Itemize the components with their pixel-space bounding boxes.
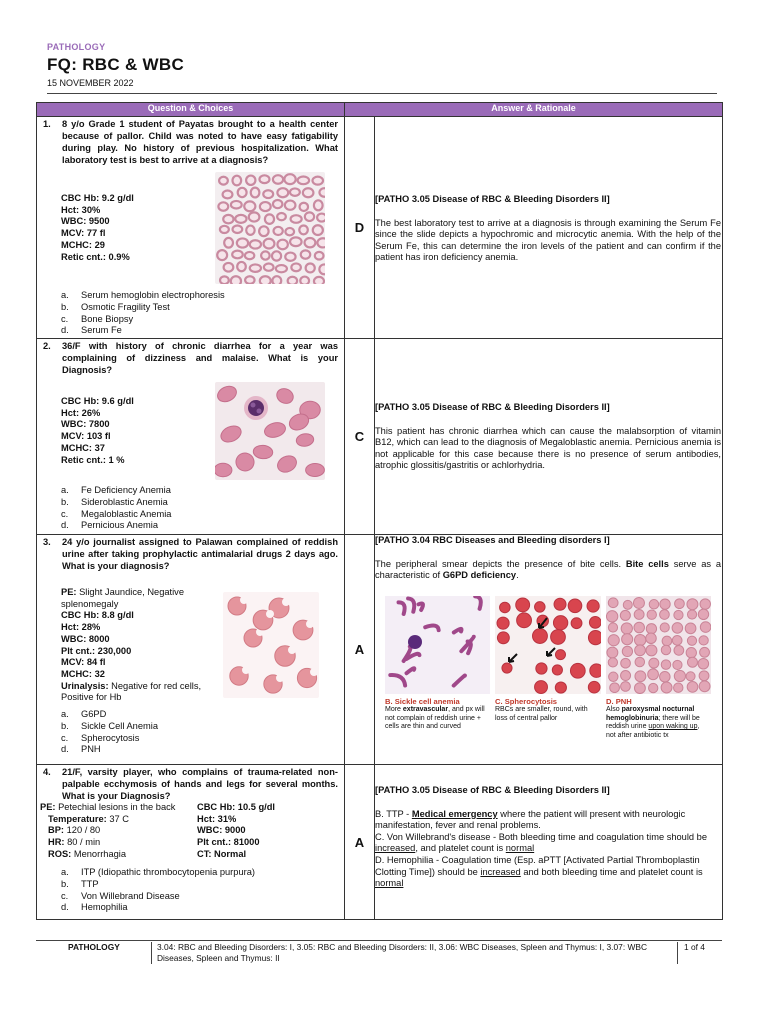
question-stem: 1. 8 y/o Grade 1 student of Payatas brought to a health center because of pallor. Child was noted to have easy fatigability during play. No history of previous hospitalization. What laboratory test is best to arrive at a diagnosis?	[43, 119, 338, 165]
choice-item: b. Sickle Cell Anemia	[61, 720, 158, 731]
answer-choices	[61, 290, 225, 337]
header-subject: PATHOLOGY	[47, 42, 106, 52]
question-table	[36, 102, 723, 920]
choice-item: b. Osmotic Fragility Test	[61, 301, 170, 312]
header-rule	[47, 93, 717, 94]
choice-item: b. Sideroblastic Anemia	[61, 496, 168, 507]
reference-tag: [PATHO 3.04 RBC Diseases and Bleeding disorders I]	[375, 535, 610, 545]
pnh-caption: D. PNH Also paroxysmal nocturnal hemoglobinuria; there will be reddish urine upon waking up, not after antibiotic tx	[606, 697, 700, 739]
rationale-cell	[375, 535, 723, 765]
blood-smear-image	[215, 172, 325, 284]
choice-item: c. Spherocytosis	[61, 732, 140, 743]
choice-item: c. Megaloblastic Anemia	[61, 508, 172, 519]
col-header-question: Question & Choices	[37, 103, 345, 117]
question-cell	[37, 339, 345, 535]
spherocytosis-image	[495, 596, 601, 694]
sickle-cell-image	[385, 596, 490, 694]
question-stem: 4. 21/F, varsity player, who complains of trauma-related non-palpable ecchymosis of hands and legs for several months. What is your Diagnosis?	[43, 767, 338, 801]
answer-choices	[61, 485, 171, 532]
blood-smear-image	[215, 382, 325, 480]
pnh-image	[606, 596, 711, 694]
choice-item: b. TTP	[61, 878, 99, 889]
footer-subject: PATHOLOGY	[68, 942, 120, 952]
footer-divider	[151, 942, 152, 964]
lab-values: CBC Hb: 10.5 g/dl Hct: 31% WBC: 9000 Plt cnt.: 81000 CT: Normal	[197, 802, 275, 859]
choice-item: a. Serum hemoglobin electrophoresis	[61, 290, 225, 300]
col-header-answer: Answer & Rationale	[345, 103, 723, 117]
choice-item: d. Pernicious Anemia	[61, 520, 158, 531]
choice-item: a. G6PD	[61, 709, 107, 719]
choice-item: d. PNH	[61, 744, 101, 755]
rationale-text: This patient has chronic diarrhea which can cause the malabsorption of vitamin B12, which can lead to the diagnosis of Megaloblastic anemia. Pernicious anemia is not applicable for this case because there is no presence of serum antibodies, atrophic glossitis/gastritis or achlorhydria.	[375, 425, 721, 471]
choice-item: a. ITP (Idiopathic thrombocytopenia purpura)	[61, 867, 255, 877]
rationale-text: B. TTP - Medical emergency where the patient will present with neurologic manifestation, fever and renal problems. C. Von Willebrand's disease - Both bleeding time and coagulation time should be increased, and platelet count is normal D. Hemophilia - Coagulation time (Esp. aPTT [Activated Partial Thromboplastin Clotting Time]) should be increased and both bleeding time and platelet count is normal	[375, 808, 708, 889]
footer-divider	[677, 942, 678, 964]
reference-tag: [PATHO 3.05 Disease of RBC & Bleeding Disorders II]	[375, 194, 610, 204]
table-row	[37, 765, 723, 920]
lab-values: CBC Hb: 9.2 g/dl Hct: 30% WBC: 9500 MCV: 77 fl MCHC: 29 Retic cnt.: 0.9%	[61, 193, 134, 262]
choice-item: d. Hemophilia	[61, 902, 128, 913]
answer-letter: C	[345, 339, 375, 535]
lab-values: CBC Hb: 9.6 g/dl Hct: 26% WBC: 7800 MCV: 103 fl MCHC: 37 Retic cnt.: 1 %	[61, 396, 134, 465]
page-title: FQ: RBC & WBC	[47, 55, 185, 74]
question-cell	[37, 765, 345, 920]
answer-choices	[61, 867, 255, 914]
physical-exam: PE: Petechial lesions in the back Temperature: 37 C BP: 120 / 80 HR: 80 / min ROS: Menorrhagia	[40, 802, 176, 859]
question-cell	[37, 535, 345, 765]
answer-letter: D	[345, 117, 375, 339]
footer-topics: 3.04: RBC and Bleeding Disorders: I, 3.05: RBC and Bleeding Disorders: II, 3.06: WBC Diseases, Spleen and Thymus: I, 3.07: WBC Diseases, Spleen and Thymus: II	[157, 942, 648, 963]
blood-smear-image	[223, 592, 319, 698]
choice-item: a. Fe Deficiency Anemia	[61, 485, 171, 495]
rationale-cell	[375, 117, 723, 339]
header-date: 15 NOVEMBER 2022	[47, 78, 134, 88]
rationale-cell	[375, 339, 723, 535]
spherocytosis-caption: C. Spherocytosis RBCs are smaller, round, with loss of central pallor	[495, 697, 588, 722]
choice-item: c. Von Willebrand Disease	[61, 890, 180, 901]
table-row	[37, 117, 723, 339]
question-cell	[37, 117, 345, 339]
reference-tag: [PATHO 3.05 Disease of RBC & Bleeding Disorders II]	[375, 402, 610, 412]
answer-letter: A	[345, 765, 375, 920]
answer-choices	[61, 709, 158, 756]
sickle-cell-caption: B. Sickle cell anemia More extravascular, and px will not complain of reddish urine + cells are thin and curved	[385, 697, 485, 731]
lab-values: PE: Slight Jaundice, Negative splenomegaly CBC Hb: 8.8 g/dl Hct: 28% WBC: 8000 Plt cnt.: 230,000 MCV: 84 fl MCHC: 32 Urinalysis: Negative for red cells, Positive for Hb	[61, 587, 202, 703]
answer-letter: A	[345, 535, 375, 765]
rationale-text: The best laboratory test to arrive at a diagnosis is through examining the Serum Fe since the slide depicts a hypochromic and microcytic anemia. With the help of the Serum Fe, this can determine the iron levels of the patient and can confirm if the patient has iron deficiency anemia.	[375, 217, 721, 263]
rationale-cell	[375, 765, 723, 920]
question-stem: 3. 24 y/o journalist assigned to Palawan complained of reddish urine after taking prophylactic antimalarial drugs 2 days ago. What is your diagnosis?	[43, 537, 338, 571]
table-row	[37, 535, 723, 765]
footer-rule	[36, 940, 722, 941]
choice-item: c. Bone Biopsy	[61, 313, 134, 324]
choice-item: d. Serum Fe	[61, 325, 122, 336]
reference-tag: [PATHO 3.05 Disease of RBC & Bleeding Disorders II]	[375, 785, 610, 795]
table-row	[37, 339, 723, 535]
question-stem: 2. 36/F with history of chronic diarrhea for a year was complaining of dizziness and malaise. What is your Diagnosis?	[43, 341, 338, 375]
rationale-text: The peripheral smear depicts the presence of bite cells. Bite cells serve as a characteristic of G6PD deficiency.	[375, 558, 721, 581]
page-number: 1 of 4	[684, 942, 705, 952]
